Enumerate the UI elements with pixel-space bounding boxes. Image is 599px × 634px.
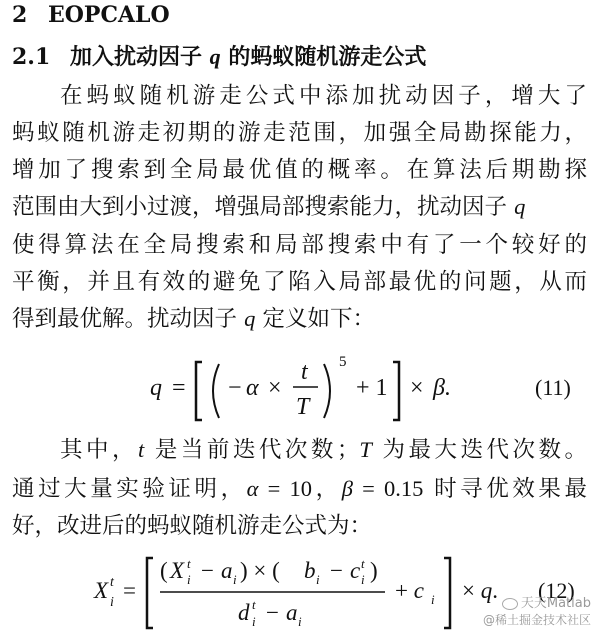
para2-l2-alpha: α (246, 476, 259, 501)
eq12-den-d: d (238, 600, 250, 625)
eq12-number: (12) (538, 578, 575, 603)
eq12-X: X (94, 578, 109, 603)
eq12-sub-i: i (110, 595, 114, 610)
para2-l2-b: 时寻优效果最 (423, 476, 587, 502)
para2-l2-a: 通过大量实验证明， (12, 476, 247, 502)
eq12-num-minus2: − (330, 558, 343, 583)
eq11-exponent: 5 (339, 354, 347, 370)
para1-line7 (12, 303, 587, 335)
eq11-denominator: T (296, 394, 310, 420)
subsection-title-var: q (209, 44, 221, 69)
eq12-plus-c-sub: i (431, 592, 435, 607)
para2-line3: 好，改进后的蚂蚁随机游走公式为： (12, 513, 373, 539)
para2-l1-T: T (359, 437, 372, 462)
subsection-heading (12, 40, 426, 71)
eq12-num-X: X (170, 558, 185, 583)
eq12-times-q: × q. (462, 578, 498, 603)
eq12-num-c-sup: t (361, 556, 365, 571)
eq12-den-sub-i: i (252, 614, 256, 629)
para2-l1-b: 是当前迭代次数； (144, 437, 360, 463)
eq12-num-sub-i: i (187, 572, 191, 587)
para1-line1: 在蚂蚁随机游走公式中添加扰动因子，增大了 (60, 83, 587, 109)
eq11-alpha: α (246, 375, 259, 401)
eq12-num-minus: − (201, 558, 214, 583)
eq12-num-a: a (221, 558, 233, 583)
para2-line2 (12, 473, 587, 505)
eq12-num-c: c (350, 558, 361, 583)
para1-line4-text: 范围由大到小过渡，增强局部搜索能力，扰动因子 (12, 194, 515, 220)
eq12-num-paren1: ( (160, 558, 168, 583)
para1-line4 (12, 191, 587, 223)
eq11-minus: − (228, 375, 242, 401)
eq12-right-bracket (444, 558, 450, 628)
eq12-plus-c: + c (395, 578, 424, 603)
para1-line2: 蚂蚁随机游走初期的游走范围，加强全局勘探能力， (12, 120, 587, 146)
eq11-times2: × (410, 375, 424, 401)
subsection-title-a: 加入扰动因子 (70, 44, 210, 70)
section-number: 2 (12, 2, 28, 28)
para1-line3: 增加了搜索到全局最优值的概率。在算法后期勘探 (12, 157, 587, 183)
para1-line7-text: 得到最优解。扰动因子 (12, 306, 245, 332)
para2-l2-beta: β (341, 476, 353, 501)
subsection-title-b: 的蚂蚁随机游走公式 (220, 44, 427, 70)
para1-line7-after: 定义如下： (255, 306, 376, 332)
eq12-num-times: ) × ( (240, 558, 280, 583)
eq11-times: × (268, 375, 282, 401)
eq11-beta: β. (433, 375, 451, 401)
eq12-equals: = (123, 578, 136, 603)
equation-11 (0, 350, 599, 430)
eq11-numerator: t (301, 359, 308, 385)
watermark (483, 592, 591, 628)
para1-line6: 平衡，并且有效的避免了陷入局部最优的问题，从而 (12, 269, 587, 295)
eq12-left-bracket (147, 558, 153, 628)
section-title: EOPCALO (48, 2, 170, 28)
eq11-right-paren (324, 364, 330, 418)
eq11-left-square-bracket (196, 362, 202, 420)
para1-line5: 使得算法在全局搜索和局部搜索中有了一个较好的 (12, 232, 587, 258)
eq11-number: (11) (535, 375, 571, 400)
eq11-plus-one: + 1 (356, 375, 388, 401)
para2-l1-a: 其中， (60, 437, 138, 463)
section-heading (12, 2, 170, 28)
eq11-lhs: q (150, 375, 162, 401)
eq12-den-minus: − (266, 600, 279, 625)
eq12-sup-t: t (110, 575, 114, 590)
eq12-num-sup-t: t (187, 556, 191, 571)
para1-line7-var: q (244, 306, 256, 331)
eq12-num-b: b (304, 558, 316, 583)
eq12-num-b-sub: i (316, 572, 320, 587)
eq12-den-a-sub: i (298, 614, 302, 629)
eq12-den-sup-t: t (252, 597, 256, 612)
eq12-num-c-sub: i (361, 572, 365, 587)
watermark-line2: @稀土掘金技术社区 (482, 613, 591, 627)
para2-l2-eq1: = 10， (258, 476, 342, 501)
eq12-num-paren2: ) (370, 558, 378, 583)
eq12-num-a-sub: i (233, 572, 237, 587)
eq12-den-a: a (286, 600, 298, 625)
subsection-number: 2.1 (12, 44, 51, 70)
watermark-line1: 天天Matlab (520, 596, 591, 611)
para2-l2-eq2: = 0.15 (352, 476, 424, 501)
para2-l1-t: t (137, 437, 145, 462)
para2-l1-c: 为最大迭代次数。 (371, 437, 587, 463)
wechat-icon (502, 598, 518, 610)
eq11-right-square-bracket (393, 362, 399, 420)
eq11-left-paren (213, 364, 219, 418)
para1-line4-var: q (514, 194, 526, 219)
eq11-equals: = (172, 375, 186, 401)
para2-line1 (60, 434, 587, 466)
